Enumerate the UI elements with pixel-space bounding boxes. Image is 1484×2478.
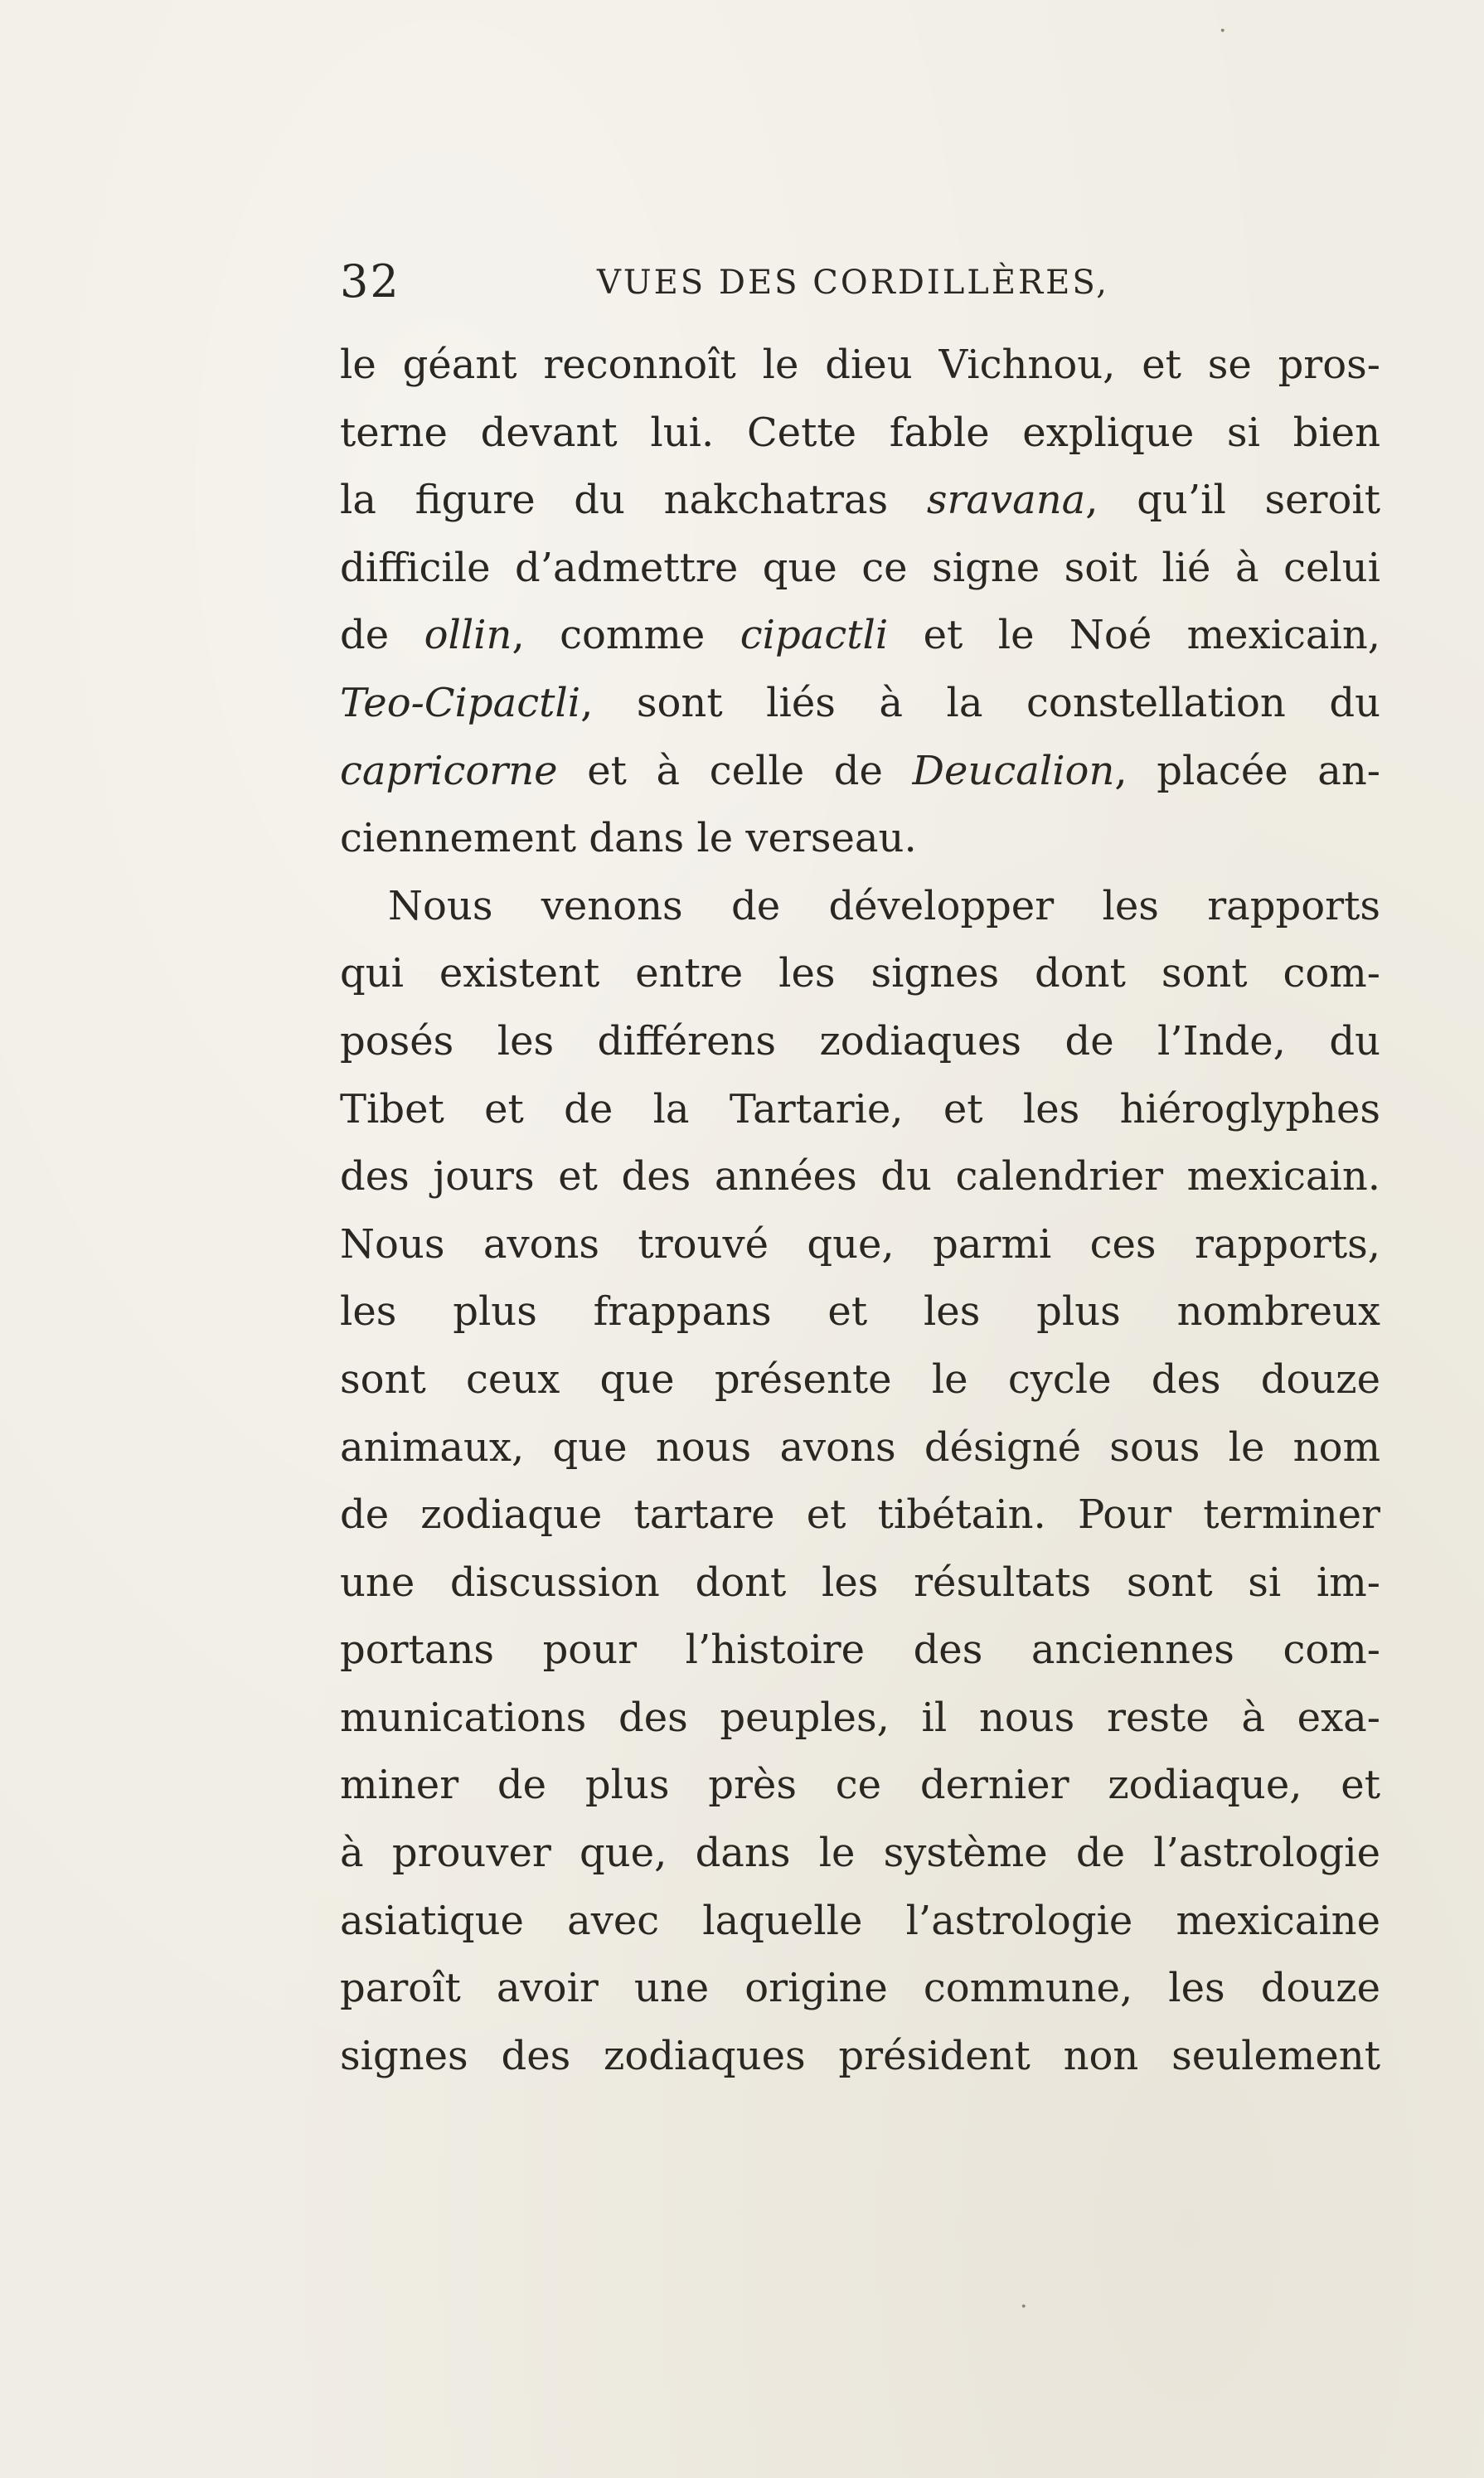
text-run: ciennement dans le verseau. bbox=[340, 815, 917, 862]
text-run: munications des peuples, il nous reste à exa- bbox=[340, 1694, 1380, 1741]
text-run: une discussion dont les résultats sont si im- bbox=[340, 1559, 1380, 1606]
text-line bbox=[340, 467, 1380, 535]
text-run: et le Noé mexicain, bbox=[888, 612, 1381, 659]
text-run: animaux, que nous avons désigné sous le nom bbox=[340, 1423, 1380, 1471]
text-line bbox=[340, 1076, 1380, 1144]
italic-text: ollin bbox=[424, 612, 512, 659]
text-line bbox=[340, 873, 1380, 941]
paper-speck: · bbox=[1020, 2292, 1028, 2321]
text-line bbox=[340, 1346, 1380, 1414]
text-line bbox=[340, 805, 1380, 873]
text-run: paroît avoir une origine commune, les douze bbox=[340, 1965, 1380, 2012]
text-line bbox=[340, 2023, 1380, 2091]
text-line bbox=[340, 1752, 1380, 1820]
page-header bbox=[340, 249, 1376, 315]
text-run: qui existent entre les signes dont sont com- bbox=[340, 950, 1380, 997]
text-run: miner de plus près ce dernier zodiaque, et bbox=[340, 1762, 1380, 1809]
text-line bbox=[340, 400, 1380, 468]
text-run: à prouver que, dans le système de l’astrologie bbox=[340, 1830, 1380, 1877]
text-line bbox=[340, 1888, 1380, 1956]
text-line bbox=[340, 1617, 1380, 1685]
text-run: et à celle de bbox=[557, 747, 913, 794]
text-run: la figure du nakchatras bbox=[340, 477, 927, 524]
text-run: difficile d’admettre que ce signe soit lié à celui bbox=[340, 544, 1380, 591]
italic-text: cipactli bbox=[740, 612, 889, 659]
text-run: portans pour l’histoire des anciennes com- bbox=[340, 1627, 1380, 1674]
text-run: asiatique avec laquelle l’astrologie mexicaine bbox=[340, 1897, 1380, 1944]
text-line bbox=[340, 535, 1380, 603]
text-line bbox=[340, 1685, 1380, 1753]
text-run: , comme bbox=[512, 612, 740, 659]
text-run: sont ceux que présente le cycle des douze bbox=[340, 1355, 1380, 1403]
text-line bbox=[340, 602, 1380, 670]
body-text bbox=[340, 332, 1380, 2090]
text-run: terne devant lui. Cette fable explique si bien bbox=[340, 409, 1380, 456]
paragraph bbox=[340, 332, 1380, 873]
text-line bbox=[340, 1955, 1380, 2023]
text-line bbox=[340, 1481, 1380, 1549]
italic-text: Teo-Cipactli bbox=[340, 679, 581, 726]
text-line bbox=[340, 1278, 1380, 1346]
text-run: signes des zodiaques président non seulement bbox=[340, 2032, 1380, 2079]
text-line bbox=[340, 1143, 1380, 1211]
page-number: 32 bbox=[340, 255, 400, 308]
text-line bbox=[340, 670, 1380, 738]
paper-speck: · bbox=[1219, 17, 1227, 46]
italic-text: sravana bbox=[926, 477, 1086, 524]
italic-text: capricorne bbox=[340, 747, 558, 794]
text-run: Nous venons de développer les rapports bbox=[388, 882, 1380, 929]
text-line bbox=[340, 738, 1380, 806]
text-run: , qu’il seroit bbox=[1085, 477, 1380, 524]
text-run: les plus frappans et les plus nombreux bbox=[340, 1288, 1380, 1336]
text-line bbox=[340, 1008, 1380, 1076]
text-run: le géant reconnoît le dieu Vichnou, et se pros- bbox=[340, 342, 1380, 388]
running-head: VUES DES CORDILLÈRES, bbox=[597, 264, 1110, 302]
text-run: Nous avons trouvé que, parmi ces rapports, bbox=[340, 1220, 1380, 1268]
italic-text: Deucalion bbox=[912, 747, 1115, 794]
text-line bbox=[340, 1414, 1380, 1482]
text-run: , sont liés à la constellation du bbox=[580, 679, 1380, 726]
text-run: de zodiaque tartare et tibétain. Pour terminer bbox=[340, 1491, 1380, 1539]
text-line bbox=[340, 1549, 1380, 1617]
paragraph bbox=[340, 873, 1380, 2091]
text-line bbox=[340, 940, 1380, 1008]
text-run: posés les différens zodiaques de l’Inde, du bbox=[340, 1017, 1380, 1064]
text-run: , placée an- bbox=[1114, 747, 1380, 794]
text-line bbox=[340, 1820, 1380, 1888]
text-run: des jours et des années du calendrier mexicain. bbox=[340, 1153, 1380, 1200]
text-line bbox=[340, 1211, 1380, 1279]
text-run: de bbox=[340, 612, 424, 659]
text-line bbox=[340, 332, 1380, 400]
text-run: Tibet et de la Tartarie, et les hiéroglyphes bbox=[340, 1085, 1380, 1132]
